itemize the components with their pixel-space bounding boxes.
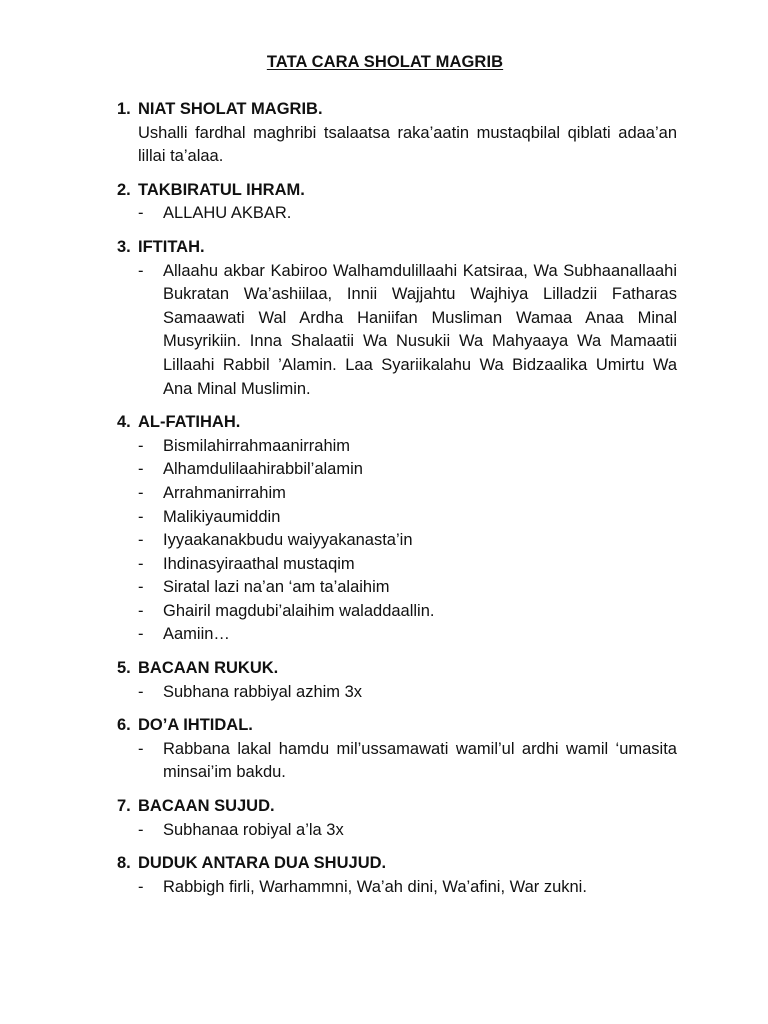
section-number: 2. bbox=[117, 180, 131, 199]
dash-bullet: - bbox=[138, 483, 144, 502]
list-item-text: Malikiyaumiddin bbox=[163, 507, 281, 526]
list-item bbox=[138, 202, 677, 226]
section-heading: DUDUK ANTARA DUA SHUJUD. bbox=[138, 854, 387, 873]
section-heading: TAKBIRATUL IHRAM. bbox=[138, 180, 305, 199]
section-number: 3. bbox=[117, 237, 131, 256]
section-list bbox=[138, 202, 677, 226]
dash-bullet: - bbox=[138, 554, 144, 573]
section-doa-ihtidal bbox=[117, 714, 677, 785]
section-heading: AL-FATIHAH. bbox=[138, 413, 241, 432]
section-number: 1. bbox=[117, 100, 131, 118]
list-item-text: Bismilahirrahmaanirrahim bbox=[163, 436, 351, 455]
list-item-text: Siratal lazi na’an ‘am ta’alaihim bbox=[163, 578, 390, 597]
section-iftitah bbox=[117, 236, 677, 401]
list-item-text: Iyyaakanakbudu waiyyakanasta’in bbox=[163, 531, 413, 550]
list-item-text: Allaahu akbar Kabiroo Walhamdulillaahi Katsiraa, Wa Subhaanallaahi Bukratan Wa’ashiilaa, Innii Wajjahtu Wajhiya Lilladzii Fatharas Samaawati Wal Ardha Haniifan Musliman Wamaa Anaa Minal Musyrikiin. Inna Shalaatii Wa Nusukii Wa Mahyaaya Wa Mamaatii Lillaahi Rabbil ’Alamin. Laa Syariikalahu Wa Bidzaalika Umirtu Wa Ana Minal Muslimin. bbox=[163, 261, 677, 398]
section-list bbox=[138, 435, 677, 647]
section-list bbox=[138, 876, 677, 900]
section-list bbox=[138, 819, 677, 843]
dash-bullet: - bbox=[138, 436, 144, 455]
section-number: 5. bbox=[117, 659, 131, 678]
list-item bbox=[138, 576, 677, 600]
list-item bbox=[138, 458, 677, 482]
list-item bbox=[138, 738, 677, 785]
section-duduk-antara-dua-sujud bbox=[117, 852, 677, 899]
document-body bbox=[117, 98, 677, 909]
list-item-text: Arrahmanirrahim bbox=[163, 483, 286, 502]
dash-bullet: - bbox=[138, 261, 144, 280]
dash-bullet: - bbox=[138, 682, 144, 701]
section-heading: DO’A IHTIDAL. bbox=[138, 716, 253, 735]
section-bacaan-sujud bbox=[117, 795, 677, 842]
list-item bbox=[138, 553, 677, 577]
section-heading: BACAAN SUJUD. bbox=[138, 797, 275, 816]
section-takbiratul-ihram bbox=[117, 179, 677, 226]
dash-bullet: - bbox=[138, 601, 144, 620]
section-heading: IFTITAH. bbox=[138, 237, 205, 256]
dash-bullet: - bbox=[138, 204, 144, 223]
list-item-text: Alhamdulilaahirabbil’alamin bbox=[163, 460, 363, 479]
list-item bbox=[138, 529, 677, 553]
list-item-text: Ghairil magdubi’alaihim waladdaallin. bbox=[163, 601, 435, 620]
list-item bbox=[138, 600, 677, 624]
list-item bbox=[138, 623, 677, 647]
list-item bbox=[138, 681, 677, 705]
section-list bbox=[138, 738, 677, 785]
section-list bbox=[138, 681, 677, 705]
list-item-text: Subhanaa robiyal a’la 3x bbox=[163, 820, 344, 839]
dash-bullet: - bbox=[138, 739, 144, 758]
section-al-fatihah bbox=[117, 411, 677, 647]
document-title: TATA CARA SHOLAT MAGRIB bbox=[266, 53, 504, 71]
dash-bullet: - bbox=[138, 625, 144, 644]
dash-bullet: - bbox=[138, 877, 144, 896]
list-item-text: Rabbana lakal hamdu mil’ussamawati wamil’ul ardhi wamil ‘umasita minsai’im bakdu. bbox=[163, 739, 677, 782]
section-number: 4. bbox=[117, 413, 131, 432]
dash-bullet: - bbox=[138, 460, 144, 479]
dash-bullet: - bbox=[138, 531, 144, 550]
list-item bbox=[138, 260, 677, 402]
section-number: 6. bbox=[117, 716, 131, 735]
section-number: 8. bbox=[117, 854, 131, 873]
dash-bullet: - bbox=[138, 820, 144, 839]
section-paragraph: Ushalli fardhal maghribi tsalaatsa raka’aatin mustaqbilal qiblati adaa’an lillai ta’alaa. bbox=[138, 123, 677, 166]
section-number: 7. bbox=[117, 797, 131, 816]
section-niat bbox=[117, 98, 677, 169]
list-item-text: Rabbigh firli, Warhammni, Wa’ah dini, Wa’afini, War zukni. bbox=[163, 877, 587, 896]
list-item bbox=[138, 819, 677, 843]
list-item bbox=[138, 482, 677, 506]
section-bacaan-rukuk bbox=[117, 657, 677, 704]
list-item bbox=[138, 506, 677, 530]
section-heading: BACAAN RUKUK. bbox=[138, 659, 279, 678]
list-item-text: Ihdinasyiraathal mustaqim bbox=[163, 554, 355, 573]
dash-bullet: - bbox=[138, 507, 144, 526]
list-item-text: ALLAHU AKBAR. bbox=[163, 204, 292, 223]
list-item-text: Aamiin… bbox=[163, 625, 230, 644]
section-list bbox=[138, 260, 677, 402]
list-item bbox=[138, 876, 677, 900]
section-heading: NIAT SHOLAT MAGRIB. bbox=[138, 100, 323, 118]
dash-bullet: - bbox=[138, 578, 144, 597]
list-item-text: Subhana rabbiyal azhim 3x bbox=[163, 682, 363, 701]
list-item bbox=[138, 435, 677, 459]
